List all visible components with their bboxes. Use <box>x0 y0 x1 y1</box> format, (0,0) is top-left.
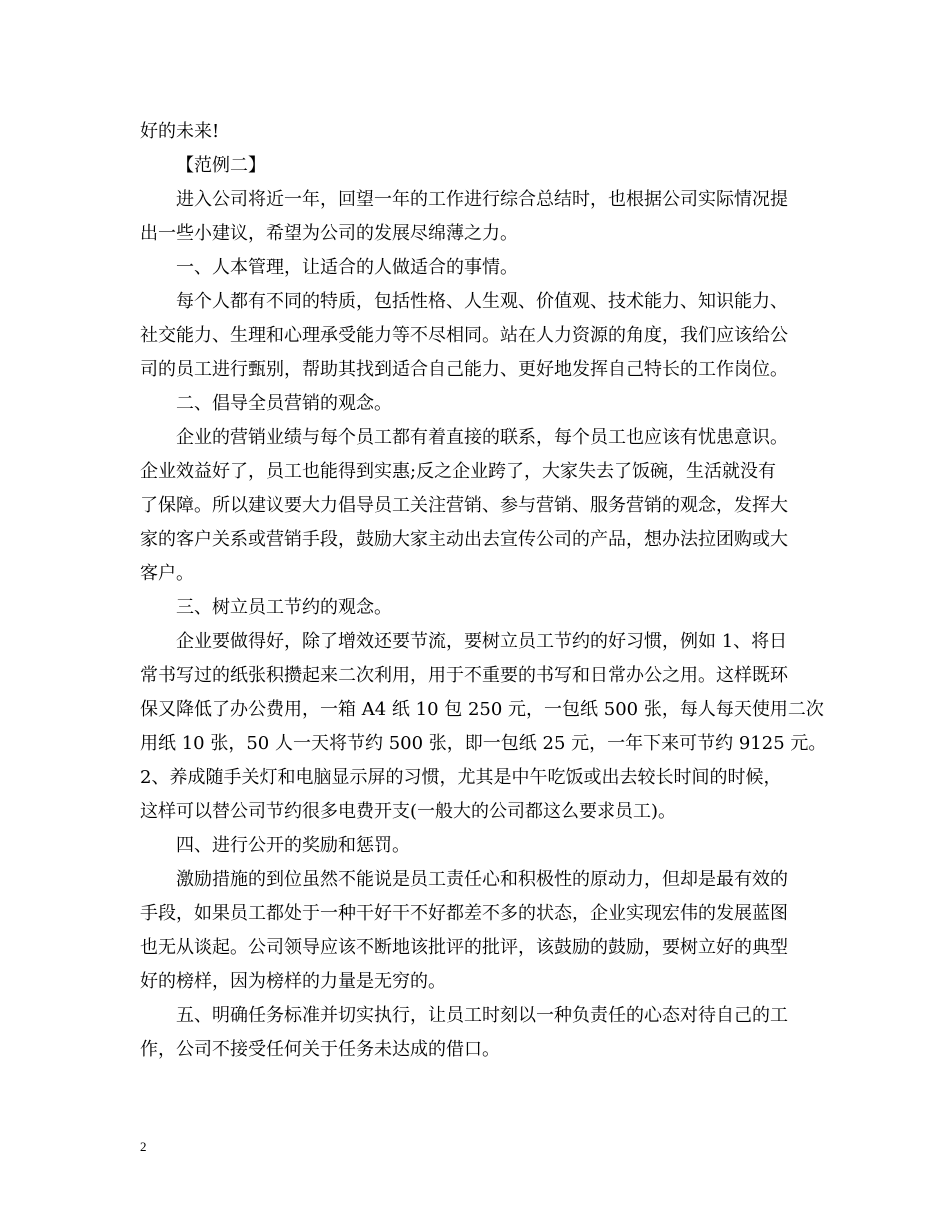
text-line: 作，公司不接受任何关于任务未达成的借口。 <box>140 1039 500 1060</box>
text-line: 每个人都有不同的特质，包括性格、人生观、价值观、技术能力、知识能力、 <box>176 291 788 312</box>
text-line: 好的榜样，因为榜样的力量是无穷的。 <box>140 971 446 992</box>
text-line: 家的客户关系或营销手段，鼓励大家主动出去宣传公司的产品，想办法拉团购或大 <box>140 529 788 550</box>
text-line: 客户。 <box>140 563 194 584</box>
text-line: 一、人本管理，让适合的人做适合的事情。 <box>176 257 518 278</box>
text-line: 好的未来! <box>140 121 220 142</box>
text-line: 企业的营销业绩与每个员工都有着直接的联系，每个员工也应该有忧患意识。 <box>176 427 788 448</box>
text-line: 用纸 10 张，50 人一天将节约 500 张，即一包纸 25 元，一年下来可节约 9125 元。 <box>140 733 827 754</box>
text-line: 三、树立员工节约的观念。 <box>176 597 392 618</box>
text-line: 了保障。所以建议要大力倡导员工关注营销、参与营销、服务营销的观念，发挥大 <box>140 495 788 516</box>
text-line: 手段，如果员工都处于一种干好干不好都差不多的状态，企业实现宏伟的发展蓝图 <box>140 903 788 924</box>
text-line: 四、进行公开的奖励和惩罚。 <box>176 835 410 856</box>
text-line: 这样可以替公司节约很多电费开支(一般大的公司都这么要求员工)。 <box>140 801 677 822</box>
text-line: 也无从谈起。公司领导应该不断地该批评的批评，该鼓励的鼓励，要树立好的典型 <box>140 937 788 958</box>
text-line: 企业要做得好，除了增效还要节流，要树立员工节约的好习惯，例如 1、将日 <box>176 631 788 652</box>
text-line: 社交能力、生理和心理承受能力等不尽相同。站在人力资源的角度，我们应该给公 <box>140 325 788 346</box>
text-line: 常书写过的纸张积攒起来二次利用，用于不重要的书写和日常办公之用。这样既环 <box>140 665 788 686</box>
text-line: 进入公司将近一年，回望一年的工作进行综合总结时，也根据公司实际情况提 <box>176 189 788 210</box>
text-line: 司的员工进行甄别，帮助其找到适合自己能力、更好地发挥自己特长的工作岗位。 <box>140 359 788 380</box>
text-line: 2、养成随手关灯和电脑显示屏的习惯，尤其是中午吃饭或出去较长时间的时候， <box>140 767 782 788</box>
text-line: 五、明确任务标准并切实执行，让员工时刻以一种负责任的心态对待自己的工 <box>176 1005 788 1026</box>
text-line: 二、倡导全员营销的观念。 <box>176 393 392 414</box>
text-line: 【范例二】 <box>176 155 266 176</box>
document-body <box>140 115 827 1067</box>
text-line: 保又降低了办公费用，一箱 A4 纸 10 包 250 元，一包纸 500 张，每人每天使用二次 <box>140 699 824 720</box>
text-line: 企业效益好了，员工也能得到实惠;反之企业跨了，大家失去了饭碗，生活就没有 <box>140 461 777 482</box>
page-number: 2 <box>140 1139 147 1154</box>
text-line: 出一些小建议，希望为公司的发展尽绵薄之力。 <box>140 223 518 244</box>
text-line: 激励措施的到位虽然不能说是员工责任心和积极性的原动力，但却是最有效的 <box>176 869 788 890</box>
